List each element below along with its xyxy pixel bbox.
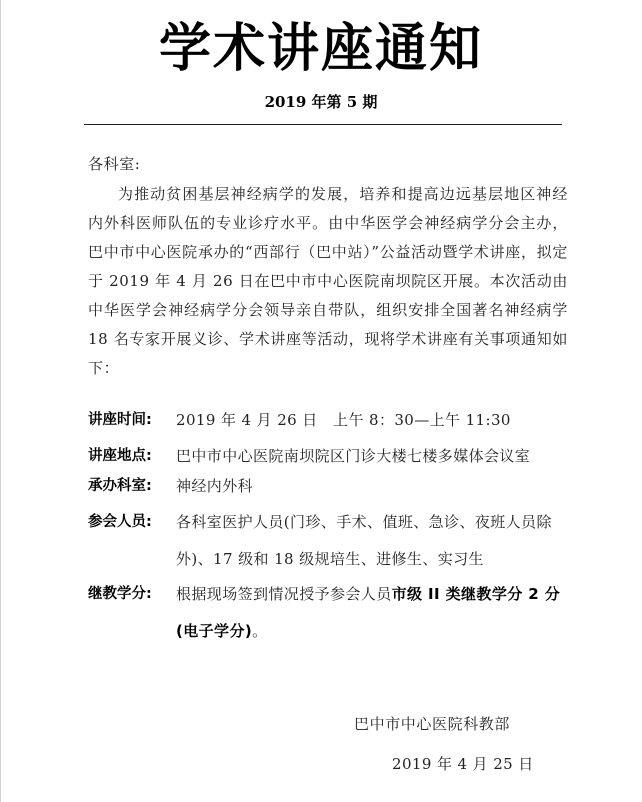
field-label-credits: 继教学分: bbox=[88, 586, 152, 602]
credits-highlight: 市级 II 类继教学分 2 分(电子学分) bbox=[176, 585, 561, 640]
field-value-time: 2019 年 4 月 26 日 上午 8：30—上午 11:30 bbox=[176, 411, 511, 429]
field-label-place: 讲座地点: bbox=[88, 448, 152, 464]
signature-date: 2019 年 4 月 25 日 bbox=[392, 755, 534, 773]
credits-end: 。 bbox=[252, 622, 268, 640]
field-value-attendees: 各科室医护人员(门珍、手术、值班、急诊、夜班人员除外)、17 级和 18 级规培生、进修生、实习生 bbox=[176, 513, 552, 568]
field-value-place: 巴中市中心医院南坝院区门诊大楼七楼多媒体会议室 bbox=[176, 447, 531, 465]
field-label-time: 讲座时间: bbox=[88, 412, 152, 428]
intro-paragraph: 为推动贫困基层神经病学的发展，培养和提高边远基层地区神经内外科医师队伍的专业诊疗水平。由中华医学会神经病学分会主办，巴中市中心医院承办的“西部行（巴中站）”公益活动暨学术讲座，拟定于 2019 年 4 月 26 日在巴中市中心医院南坝院区开展。本次活动由中华医学会神经病学分会领导亲自带队，组织安排全国著名神经病学 18 名专家开展义诊、学术讲座等活动，现将学术讲座有关事项通知如下： bbox=[88, 185, 568, 377]
signature-issuer: 巴中市中心医院科教部 bbox=[354, 715, 511, 733]
credits-text: 根据现场签到情况授予参会人员 bbox=[176, 585, 392, 603]
page-title: 学术讲座通知 bbox=[158, 19, 483, 79]
header-divider bbox=[84, 124, 562, 125]
field-label-department: 承办科室: bbox=[88, 478, 152, 494]
field-value-department: 神经内外科 bbox=[176, 477, 254, 495]
page-border bbox=[0, 0, 1, 802]
salutation: 各科室: bbox=[88, 155, 141, 173]
field-label-attendees: 参会人员: bbox=[88, 514, 152, 530]
field-value-credits bbox=[176, 576, 574, 650]
issue-number: 2019 年第 5 期 bbox=[264, 93, 378, 111]
